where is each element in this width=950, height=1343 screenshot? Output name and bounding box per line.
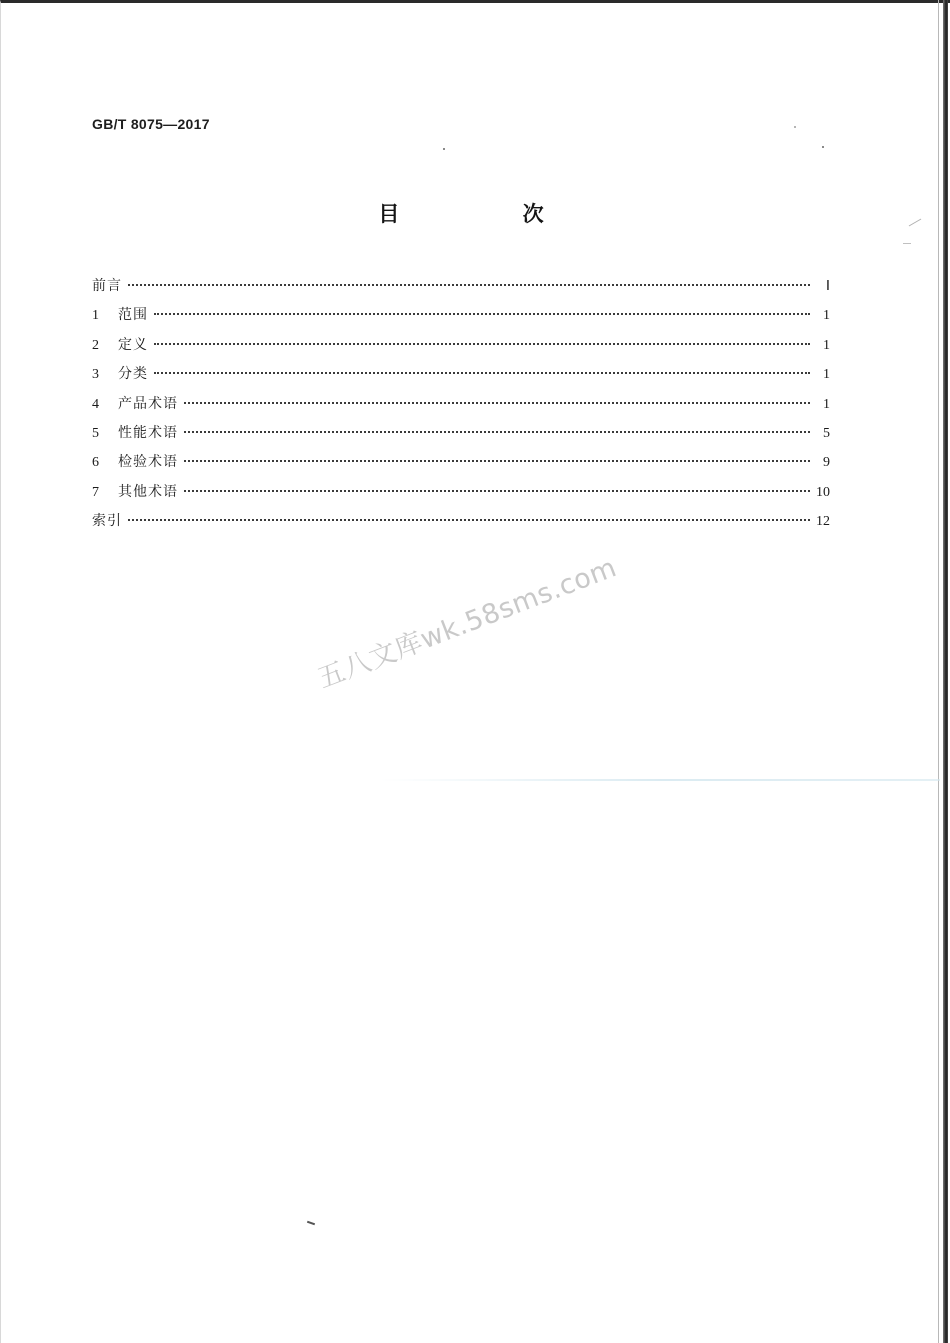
toc-entry-label: 性能术语	[118, 424, 178, 441]
toc-entry-number: 7	[92, 484, 99, 500]
scan-speck	[794, 126, 796, 128]
toc-leader-dots	[184, 402, 810, 404]
toc-entry-foreword[interactable]	[92, 275, 830, 304]
toc-entry-number: 2	[92, 337, 99, 353]
toc-entry-performance-terms[interactable]	[92, 422, 830, 451]
scan-speck	[822, 146, 824, 148]
toc-entry-number: 6	[92, 455, 99, 471]
toc-entry-inspection-terms[interactable]	[92, 451, 830, 480]
toc-entry-number: 4	[92, 396, 99, 412]
scan-speck	[443, 148, 445, 150]
watermark-text: 五八文库wk.58sms.com	[313, 552, 621, 695]
toc-entry-label: 前言	[92, 278, 122, 294]
toc-entry-label: 检验术语	[118, 454, 178, 471]
toc-entry-label: 分类	[118, 366, 148, 383]
standard-code: GB/T 8075—2017	[92, 116, 210, 132]
toc-entry-scope[interactable]	[92, 304, 830, 333]
toc-entry-label: 其他术语	[118, 483, 178, 500]
toc-leader-dots	[154, 313, 810, 315]
toc-entry-label: 产品术语	[118, 395, 178, 412]
toc-entry-page: 9	[823, 455, 830, 471]
toc-entry-page: 1	[823, 337, 830, 353]
table-of-contents	[92, 275, 830, 540]
toc-entry-number: 5	[92, 425, 99, 441]
toc-title: 目 次	[378, 202, 602, 226]
toc-entry-page: 12	[816, 514, 830, 530]
toc-entry-page: 1	[823, 367, 830, 383]
toc-leader-dots	[128, 284, 810, 286]
toc-entry-number: 3	[92, 367, 99, 383]
toc-entry-definitions[interactable]	[92, 334, 830, 363]
toc-entry-number: 1	[92, 308, 99, 324]
toc-entry-page: 1	[823, 396, 830, 412]
toc-leader-dots	[184, 460, 810, 462]
toc-leader-dots	[128, 519, 810, 521]
toc-entry-label: 范围	[118, 307, 148, 324]
toc-entry-classification[interactable]	[92, 363, 830, 392]
toc-entry-page: 10	[816, 484, 830, 500]
toc-entry-label: 定义	[118, 336, 148, 353]
toc-entry-label: 索引	[92, 513, 122, 530]
toc-entry-index[interactable]	[92, 510, 830, 539]
scan-speck	[903, 243, 911, 244]
toc-leader-dots	[154, 343, 810, 345]
toc-leader-dots	[154, 372, 810, 374]
toc-leader-dots	[184, 431, 810, 433]
toc-leader-dots	[184, 490, 810, 492]
scan-artifact-line	[380, 779, 940, 781]
toc-entry-page: 1	[823, 308, 830, 324]
toc-entry-product-terms[interactable]	[92, 393, 830, 422]
toc-entry-page: 5	[823, 425, 830, 441]
scan-edge-line	[938, 0, 939, 1343]
scan-right-edge	[943, 0, 948, 1343]
toc-entry-page: Ⅰ	[825, 279, 830, 294]
toc-entry-other-terms[interactable]	[92, 481, 830, 510]
